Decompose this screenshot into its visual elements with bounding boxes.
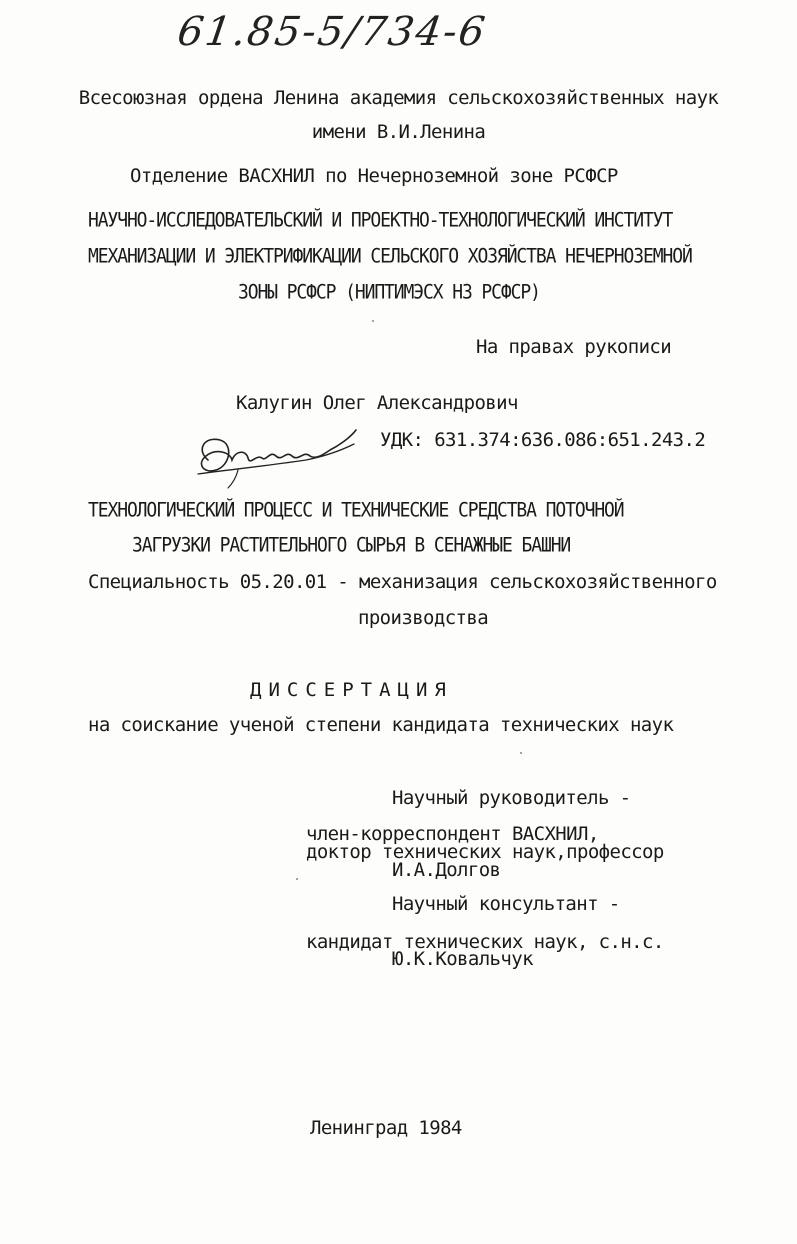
dissertation-subheading: на соискание ученой степени кандидата технических наук [88, 714, 674, 736]
consultant-title: кандидат технических наук, с.н.с. [306, 931, 664, 953]
specialty-line2: производства [358, 607, 489, 629]
institute-name-line1: НАУЧНО-ИССЛЕДОВАТЕЛЬСКИЙ И ПРОЕКТНО-ТЕХНОЛОГИЧЕСКИЙ ИНСТИТУТ [88, 209, 673, 232]
place-and-year: Ленинград 1984 [310, 1117, 462, 1139]
supervisor-label: Научный руководитель - [392, 787, 631, 809]
dissertation-heading: ДИССЕРТАЦИЯ [250, 679, 453, 701]
udk-code: УДК: 631.374:636.086:651.243.2 [380, 429, 706, 451]
institute-name-line2: МЕХАНИЗАЦИИ И ЭЛЕКТРИФИКАЦИИ СЕЛЬСКОГО ХОЗЯЙСТВА НЕЧЕРНОЗЕМНОЙ [88, 245, 692, 268]
scan-speck [520, 752, 522, 754]
consultant-label: Научный консультант - [392, 893, 620, 915]
author-name: Калугин Олег Александрович [236, 392, 518, 414]
author-signature [186, 420, 366, 492]
academy-name-line2: имени В.И.Ленина [311, 121, 486, 143]
manuscript-rights-note: На правах рукописи [476, 336, 672, 358]
supervisor-title-line1: член-корреспондент ВАСХНИЛ, [306, 823, 599, 845]
handwritten-catalog-number: 61.85-5/734-6 [174, 9, 490, 55]
scan-speck [372, 320, 374, 322]
specialty-line1: Специальность 05.20.01 - механизация сельскохозяйственного [88, 571, 717, 593]
department-name: Отделение ВАСХНИЛ по Нечерноземной зоне РСФСР [130, 165, 618, 187]
supervisor-title-line2: доктор технических наук,профессор [306, 841, 664, 863]
supervisor-name: И.А.Долгов [392, 859, 501, 881]
institute-name-line3: ЗОНЫ РСФСР (НИПТИМЭСХ НЗ РСФСР) [238, 281, 540, 304]
consultant-name: Ю.К.Ковальчук [392, 948, 533, 970]
academy-name-line1: Всесоюзная ордена Ленина академия сельскохозяйственных наук [78, 87, 719, 109]
scan-speck [296, 878, 298, 880]
dissertation-title-line1: ТЕХНОЛОГИЧЕСКИЙ ПРОЦЕСС И ТЕХНИЧЕСКИЕ СРЕДСТВА ПОТОЧНОЙ [88, 499, 624, 522]
dissertation-title-line2: ЗАГРУЗКИ РАСТИТЕЛЬНОГО СЫРЬЯ В СЕНАЖНЫЕ БАШНИ [132, 534, 571, 557]
